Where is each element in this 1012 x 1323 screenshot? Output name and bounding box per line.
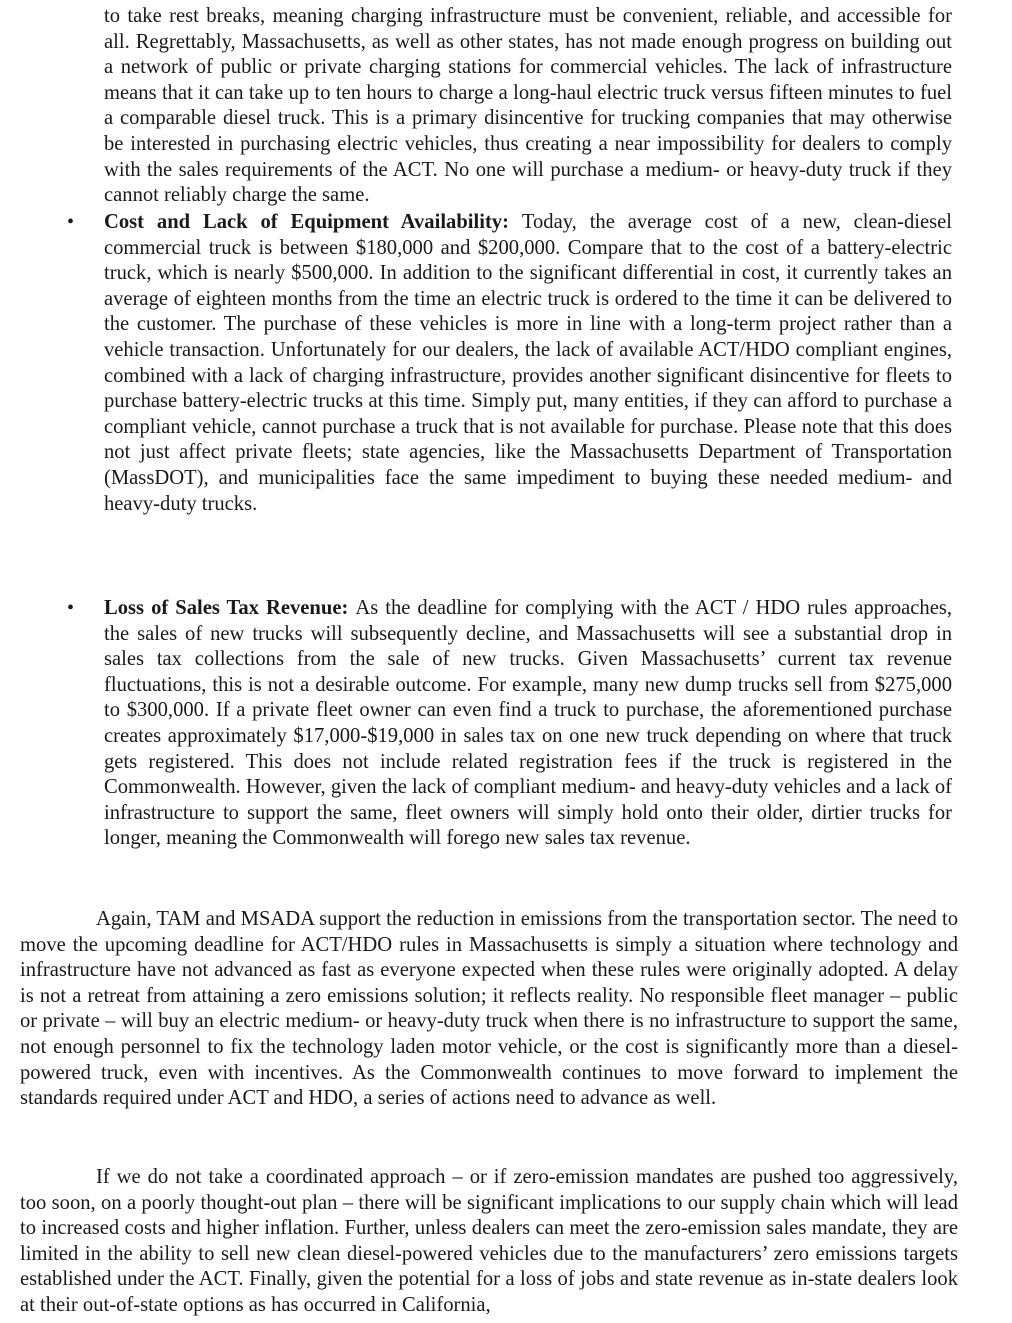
bullet-heading: Cost and Lack of Equipment Availability: [104, 211, 522, 233]
paragraph-support-reduction: Again, TAM and MSADA support the reduction in emissions from the transportation sector. The need to move the upcoming deadline for ACT/HDO rules in Massachusetts is simply a situation where technology and infrastructure have not advanced as fast as everyone expected when these rules were originally adopted. A delay is not a retreat from attaining a zero emissions solution; it reflects reality. No responsible fleet manager – public or private – will buy an electric medium- or heavy-duty truck when there is no infrastructure to support the same, not enough personnel to fix the technology laden motor vehicle, or the cost is significantly more than a diesel-powered truck, even with incentives. As the Commonwealth continues to move forward to implement the standards required under ACT and HDO, a series of actions need to advance as well. [20, 908, 958, 1110]
bullet-marker: • [67, 211, 75, 233]
bullet-marker: • [67, 597, 75, 619]
bullet-sales-tax [67, 596, 952, 852]
continuation-text: to take rest breaks, meaning charging infrastructure must be convenient, reliable, and accessible for all. Regrettably, Massachusetts, as well as other states, has not made enough progress on building out a network of public or private charging stations for commercial vehicles. The lack of infrastructure means that it can take up to ten hours to charge a long-haul electric truck versus fifteen minutes to fuel a comparable diesel truck. This is a primary disincentive for trucking companies that may otherwise be interested in purchasing electric vehicles, thus creating a near impossibility for dealers to comply with the sales requirements of the ACT. No one will purchase a medium- or heavy-duty truck if they cannot reliably charge the same. [104, 5, 952, 207]
bullet-text: As the deadline for complying with the ACT / HDO rules approaches, the sales of new trucks will subsequently decline, and Massachusetts will see a substantial drop in sales tax collections from the sale of new trucks. Given Massachusetts’ current tax revenue fluctuations, this is not a desirable outcome. For example, many new dump trucks sell from $275,000 to $300,000. If a private fleet owner can even find a truck to purchase, the aforementioned purchase creates approximately $17,000-$19,000 in sales tax on one new truck depending on where that truck gets registered. This does not include related registration fees if the truck is registered in the Commonwealth. However, given the lack of compliant medium- and heavy-duty vehicles and a lack of infrastructure to support the same, fleet owners will simply hold onto their older, dirtier trucks for longer, meaning the Commonwealth will forego new sales tax revenue. [104, 597, 952, 850]
bullet-cost-equipment [67, 210, 952, 517]
paragraph-coordinated-approach: If we do not take a coordinated approach – or if zero-emission mandates are pushed too aggressively, too soon, on a poorly thought-out plan – there will be significant implications to our supply chain which will lead to increased costs and higher inflation. Further, unless dealers can meet the zero-emission sales mandate, they are limited in the ability to sell new clean diesel-powered vehicles due to the manufacturers’ zero emissions targets established under the ACT. Finally, given the potential for a loss of jobs and state revenue as in-state dealers look at their out-of-state options as has occurred in California, [20, 1166, 958, 1316]
bullet-text: Today, the average cost of a new, clean-diesel commercial truck is between $180,000 and $200,000. Compare that to the cost of a battery-electric truck, which is nearly $500,000. In addition to the significant differential in cost, it currently takes an average of eighteen months from the time an electric truck is ordered to the time it can be delivered to the customer. The purchase of these vehicles is more in line with a long-term project rather than a vehicle transaction. Unfortunately for our dealers, the lack of available ACT/HDO compliant engines, combined with a lack of charging infrastructure, provides another significant disincentive for fleets to purchase battery-electric trucks at this time. Simply put, many entities, if they can afford to purchase a compliant vehicle, cannot purchase a truck that is not available for purchase. Please note that this does not just affect private fleets; state agencies, like the Massachusetts Department of Transportation (MassDOT), and municipalities face the same impediment to buying these needed medium- and heavy-duty trucks. [104, 211, 952, 515]
continued-bullet-text [104, 4, 952, 209]
bullet-heading: Loss of Sales Tax Revenue: [104, 597, 356, 619]
